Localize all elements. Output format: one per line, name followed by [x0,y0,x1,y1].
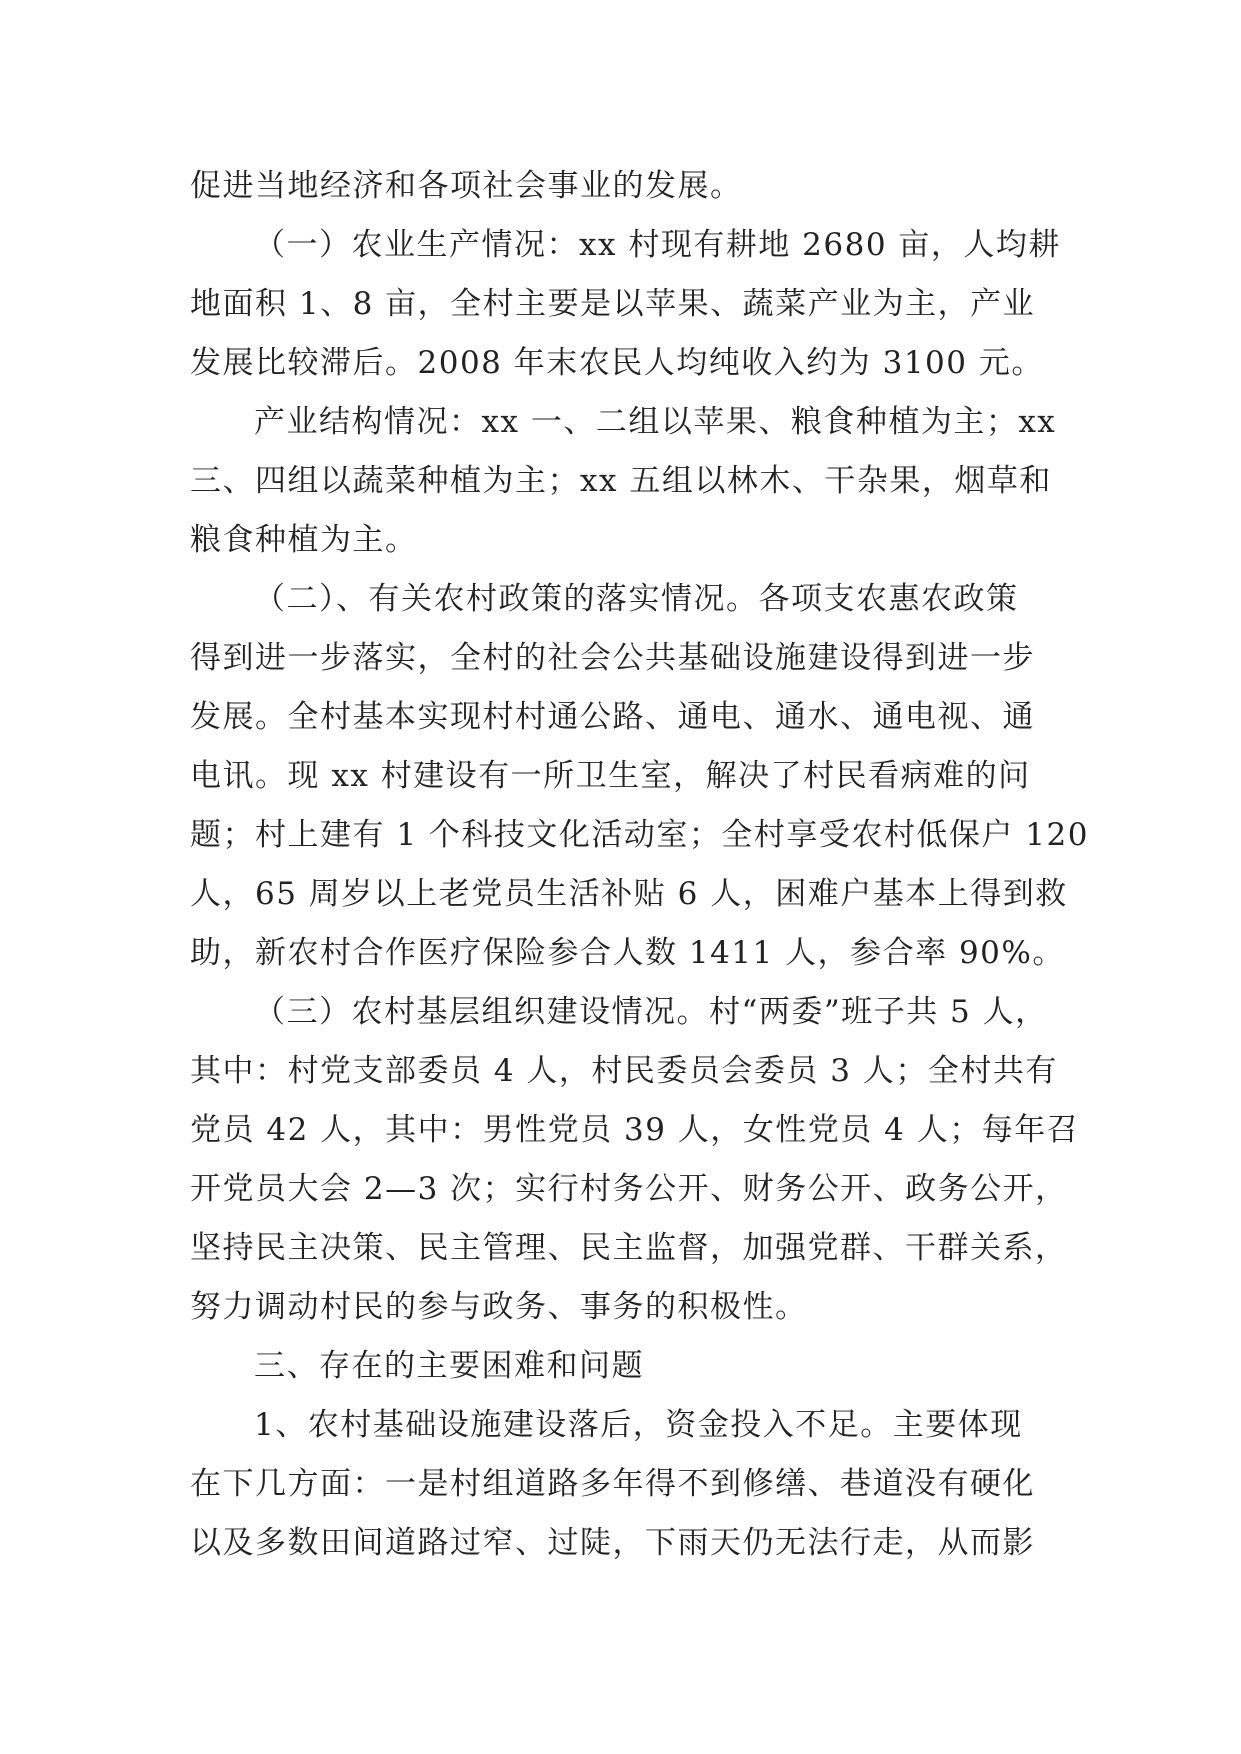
text-line: 在下几方面：一是村组道路多年得不到修缮、巷道没有硬化 [190,1466,1035,1502]
document-body [190,157,1089,1573]
text-line: 题；村上建有 1 个科技文化活动室；全村享受农村低保户 120 [190,817,1089,853]
section-heading: 三、存在的主要困难和问题 [254,1348,644,1384]
text-line: 助，新农村合作医疗保险参合人数 1411 人，参合率 90%。 [190,935,1065,971]
text-line: 其中：村党支部委员 4 人，村民委员会委员 3 人；全村共有 [190,1053,1058,1089]
text-line: 努力调动村民的参与政务、事务的积极性。 [190,1289,808,1325]
text-line: 三、四组以蔬菜种植为主；xx 五组以林木、干杂果，烟草和 [190,463,1052,499]
text-line: 得到进一步落实，全村的社会公共基础设施建设得到进一步 [190,640,1035,676]
text-line: （三）农村基层组织建设情况。村“两委”班子共 5 人， [254,994,1048,1030]
text-line: 党员 42 人，其中：男性党员 39 人，女性党员 4 人；每年召 [190,1112,1080,1148]
text-line: 人，65 周岁以上老党员生活补贴 6 人，困难户基本上得到救 [190,876,1068,912]
text-line: 促进当地经济和各项社会事业的发展。 [190,168,743,204]
text-line: 地面积 1、8 亩，全村主要是以苹果、蔬菜产业为主，产业 [190,286,1036,322]
text-line: 电讯。现 xx 村建设有一所卫生室，解决了村民看病难的问 [190,758,1031,794]
text-line: 1、农村基础设施建设落后，资金投入不足。主要体现 [254,1407,1023,1443]
text-line: 发展。全村基本实现村村通公路、通电、通水、通电视、通 [190,699,1035,735]
text-line: （一）农业生产情况：xx 村现有耕地 2680 亩，人均耕 [254,227,1061,263]
text-line: 坚持民主决策、民主管理、民主监督，加强党群、干群关系， [190,1230,1068,1266]
text-line: （二）、有关农村政策的落实情况。各项支农惠农政策 [254,581,1019,617]
text-line: 发展比较滞后。2008 年末农民人均纯收入约为 3100 元。 [190,345,1044,381]
text-line: 粮食种植为主。 [190,522,418,558]
text-line: 以及多数田间道路过窄、过陡，下雨天仍无法行走，从而影 [190,1525,1035,1561]
text-line: 开党员大会 2—3 次；实行村务公开、财务公开、政务公开， [190,1171,1068,1207]
text-line: 产业结构情况：xx 一、二组以苹果、粮食种植为主；xx [254,404,1057,440]
